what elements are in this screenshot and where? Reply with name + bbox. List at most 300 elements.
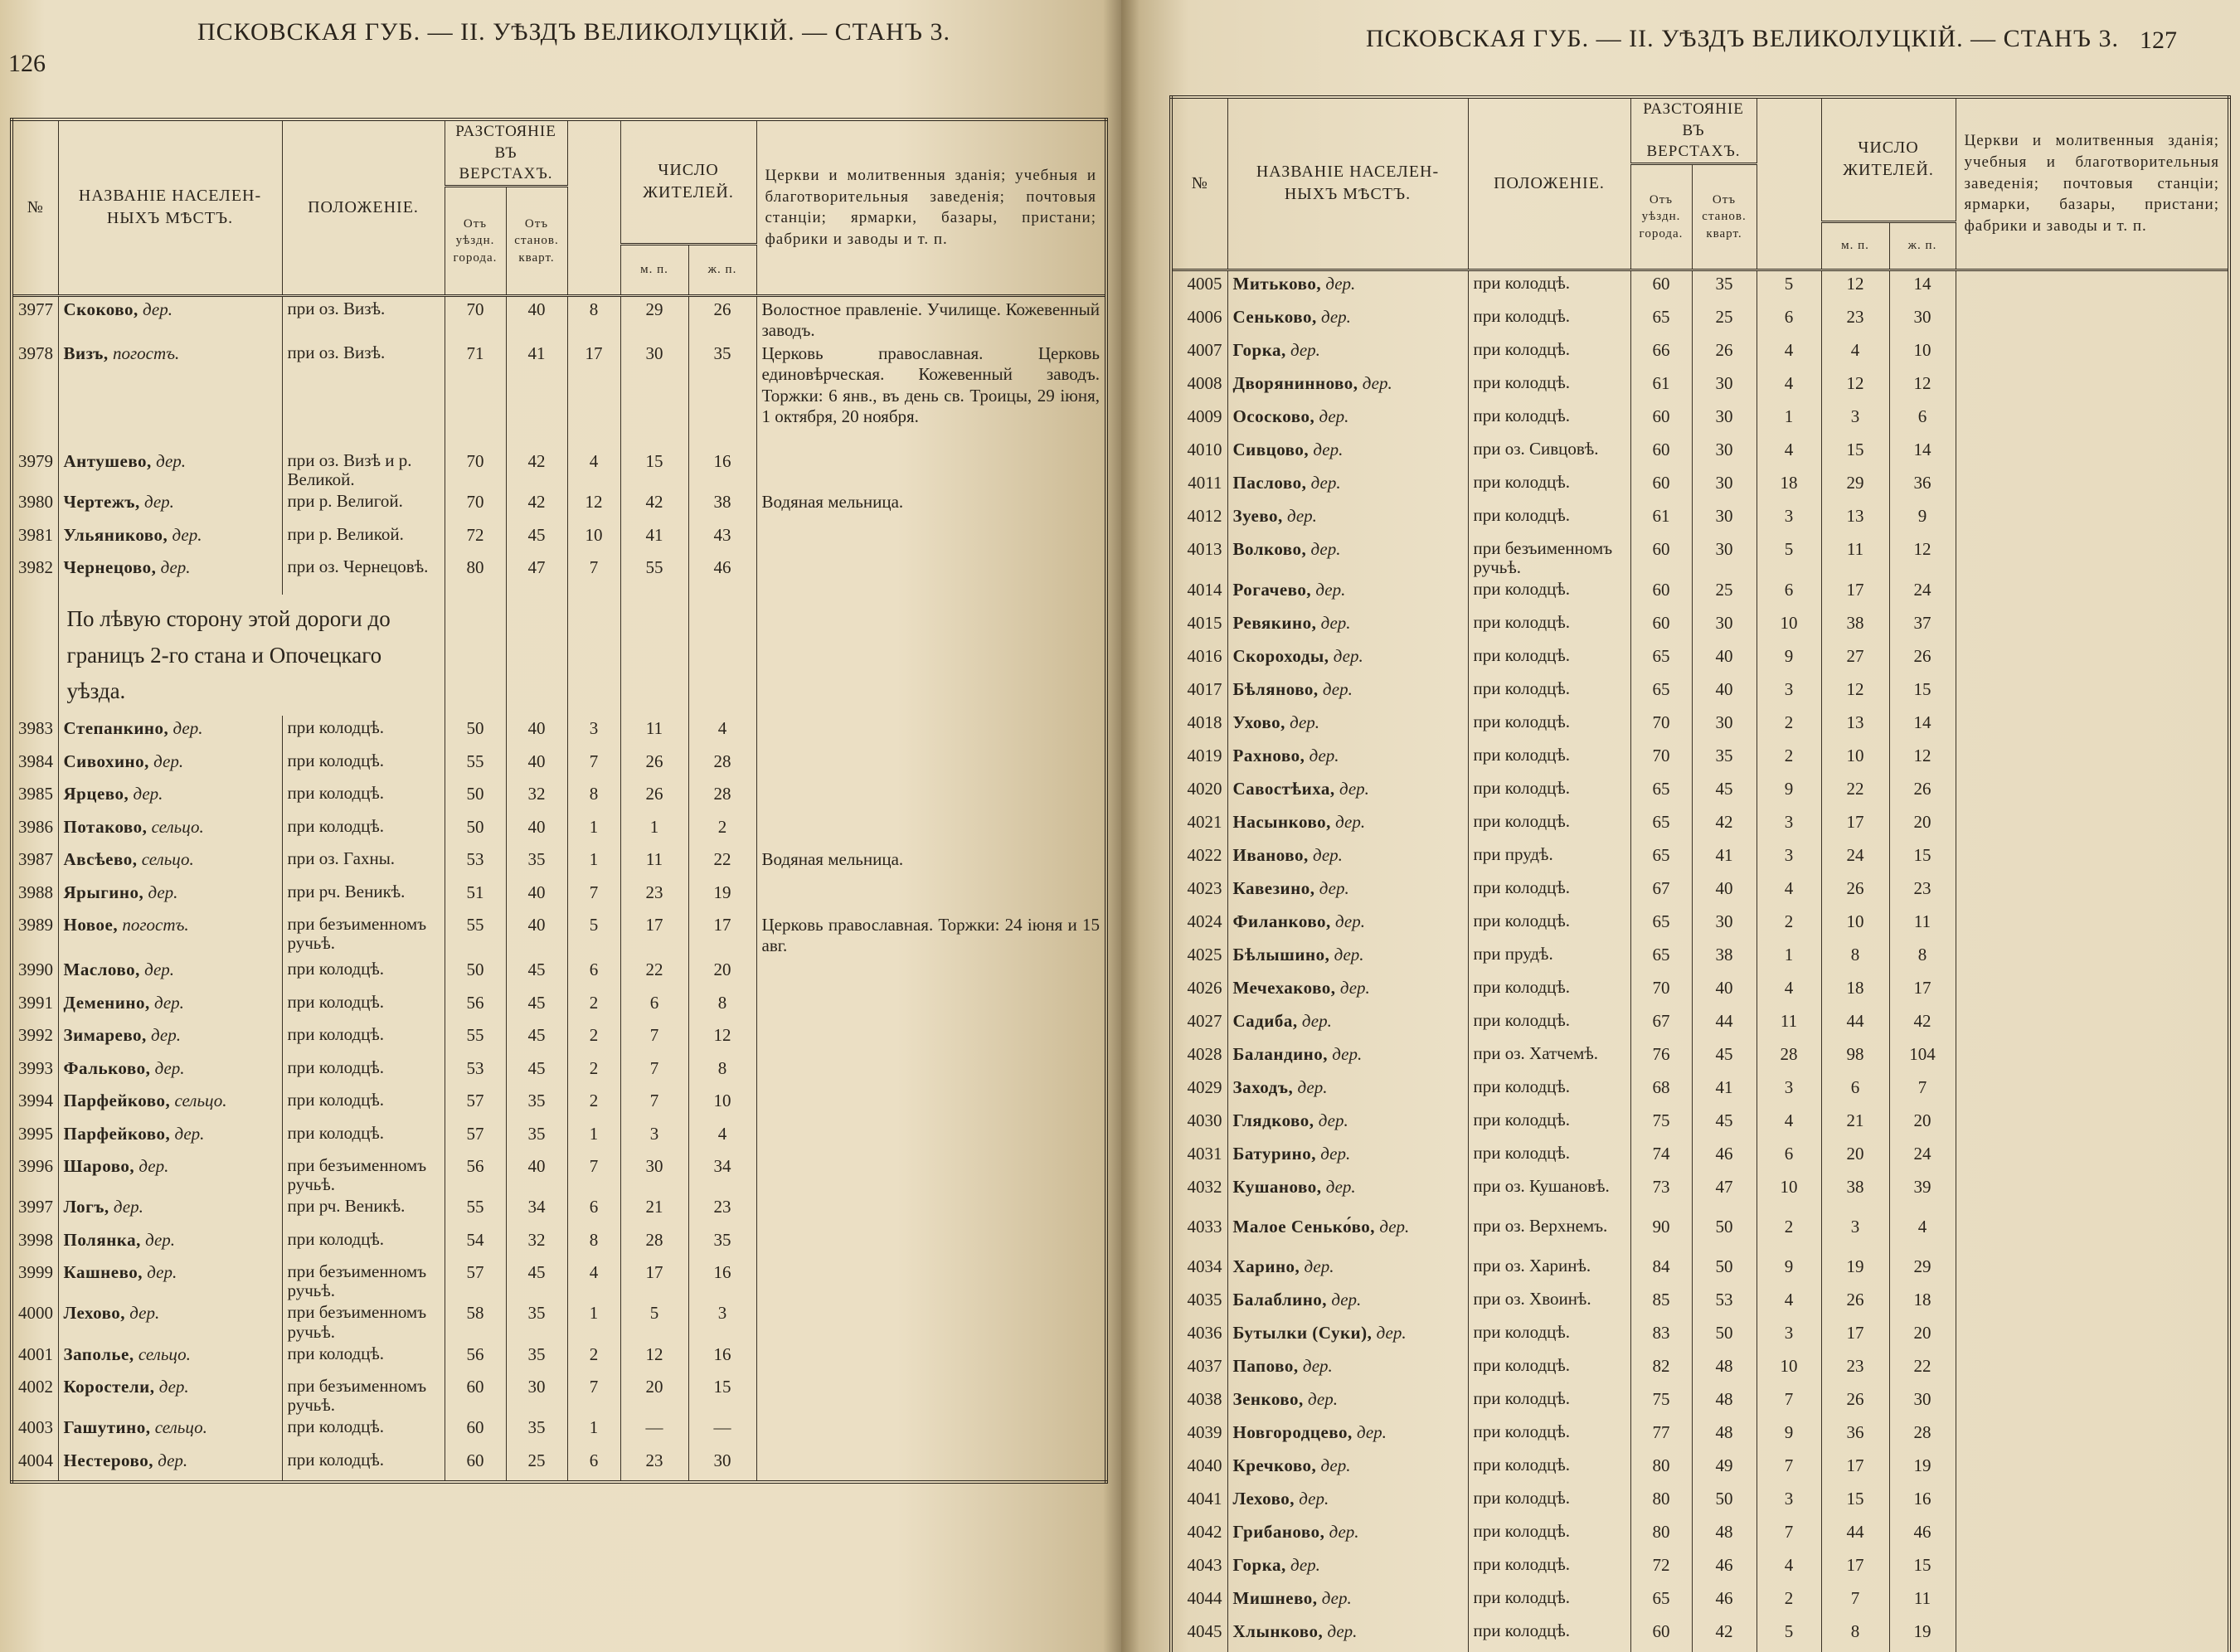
position: при колодцѣ. <box>1468 1320 1630 1353</box>
settlement-name <box>58 522 282 556</box>
distance-city: 77 <box>1630 1420 1692 1453</box>
male-count: 7 <box>1821 1586 1889 1619</box>
settlement-name <box>1227 644 1468 677</box>
female-count: 7 <box>1889 1075 1956 1108</box>
household-count: 3 <box>1757 1486 1821 1519</box>
distance-city: 56 <box>445 1342 506 1375</box>
settlement-name-text: Митьково, <box>1232 273 1322 294</box>
settlement-name-text: Новое, <box>63 915 119 935</box>
settlement-type: дер. <box>1339 779 1369 799</box>
settlement-type: дер. <box>156 451 187 472</box>
female-count: 26 <box>1889 644 1956 677</box>
female-count: 12 <box>688 1023 756 1056</box>
female-count: 15 <box>1889 1552 1956 1586</box>
settlement-name-text: Батурино, <box>1232 1144 1317 1164</box>
household-count: 3 <box>1757 1320 1821 1353</box>
col-from-city: Отъ уѣздн. города. <box>445 186 506 295</box>
settlement-type: дер. <box>143 492 174 513</box>
notes <box>1956 743 2229 776</box>
household-count: 2 <box>567 1342 620 1375</box>
distance-city: 50 <box>445 957 506 990</box>
table-row <box>1171 1141 2229 1174</box>
position: при колодцѣ. <box>1468 1108 1630 1141</box>
female-count: 12 <box>1889 371 1956 404</box>
row-number: 4024 <box>1171 909 1227 942</box>
notes <box>756 880 1106 913</box>
settlement-name <box>58 847 282 880</box>
col-male: м. п. <box>1821 221 1889 270</box>
position: при оз. Визѣ. <box>282 341 445 449</box>
distance-stan: 48 <box>1692 1420 1757 1453</box>
distance-stan: 45 <box>506 1260 567 1300</box>
settlement-type: дер. <box>1320 1455 1351 1476</box>
settlement-name-text: Заходъ, <box>1232 1077 1294 1098</box>
position: при колодцѣ. <box>1468 1486 1630 1519</box>
female-count: 28 <box>1889 1420 1956 1453</box>
female-count: 14 <box>1889 270 1956 304</box>
row-number: 3977 <box>12 295 58 341</box>
settlement-name <box>1227 577 1468 610</box>
notes <box>1956 843 2229 876</box>
position: при рч. Веникѣ. <box>282 880 445 913</box>
position: при колодцѣ. <box>282 814 445 848</box>
position: при колодцѣ. <box>1468 909 1630 942</box>
row-number: 4018 <box>1171 710 1227 743</box>
distance-stan: 25 <box>1692 577 1757 610</box>
female-count: 14 <box>1889 437 1956 470</box>
settlement-name-text: Кушаново, <box>1232 1177 1322 1198</box>
settlement-type: дер. <box>1327 1621 1358 1642</box>
position: при безъименномъ ручьѣ. <box>282 1260 445 1300</box>
row-number: 4027 <box>1171 1008 1227 1042</box>
table-row <box>1171 1214 2229 1254</box>
row-number: 4028 <box>1171 1042 1227 1075</box>
notes <box>1956 537 2229 577</box>
row-number: 4045 <box>1171 1619 1227 1652</box>
female-count: 3 <box>688 1300 756 1341</box>
distance-city: 75 <box>1630 1108 1692 1141</box>
male-count: 8 <box>1821 942 1889 975</box>
position: при колодцѣ. <box>1468 975 1630 1008</box>
col-residents: ЧИСЛО ЖИТЕЛЕЙ. <box>1821 97 1956 221</box>
distance-stan: 42 <box>1692 809 1757 843</box>
notes <box>756 1374 1106 1415</box>
household-count: 7 <box>1757 1519 1821 1552</box>
col-female: ж. п. <box>688 244 756 295</box>
notes <box>1956 610 2229 644</box>
settlement-name <box>1227 843 1468 876</box>
male-count: 28 <box>620 1227 688 1261</box>
female-count: 30 <box>688 1448 756 1483</box>
male-count: 10 <box>1821 743 1889 776</box>
distance-stan: 45 <box>1692 776 1757 809</box>
household-count: 10 <box>1757 610 1821 644</box>
col-households <box>567 119 620 295</box>
household-count: 4 <box>1757 437 1821 470</box>
notes <box>756 449 1106 489</box>
row-number: 3984 <box>12 749 58 782</box>
row-number: 3979 <box>12 449 58 489</box>
position: при оз. Чернецовѣ. <box>282 555 445 595</box>
settlement-name-text: Заполье, <box>63 1343 134 1364</box>
distance-city: 60 <box>1630 270 1692 304</box>
table-row <box>1171 537 2229 577</box>
distance-city: 70 <box>445 449 506 489</box>
settlement-type: дер. <box>1318 1110 1348 1131</box>
settlement-name <box>58 880 282 913</box>
female-count: 24 <box>1889 577 1956 610</box>
table-row <box>12 990 1106 1023</box>
distance-city: 65 <box>1630 1586 1692 1619</box>
household-count: 11 <box>1757 1008 1821 1042</box>
male-count: 41 <box>620 522 688 556</box>
distance-city: 61 <box>1630 503 1692 537</box>
settlement-name <box>1227 1042 1468 1075</box>
settlement-name <box>58 1121 282 1154</box>
row-number: 4040 <box>1171 1453 1227 1486</box>
row-number: 4005 <box>1171 270 1227 304</box>
row-number: 4003 <box>12 1415 58 1448</box>
household-count: 3 <box>1757 809 1821 843</box>
position: при колодцѣ. <box>1468 610 1630 644</box>
settlement-name-text: Мишнево, <box>1232 1588 1318 1609</box>
settlement-name <box>1227 404 1468 437</box>
female-count: 19 <box>688 880 756 913</box>
settlement-name-text: Бѣлышино, <box>1232 945 1330 965</box>
distance-stan: 35 <box>506 1342 567 1375</box>
settlement-name <box>58 1374 282 1415</box>
table-row <box>1171 1353 2229 1387</box>
notes <box>756 716 1106 749</box>
settlement-type: дер. <box>158 1377 189 1397</box>
household-count: 5 <box>1757 537 1821 577</box>
notes <box>1956 437 2229 470</box>
position: при рч. Веникѣ. <box>282 1194 445 1227</box>
col-no: № <box>1171 97 1227 270</box>
distance-stan: 47 <box>506 555 567 595</box>
table-row <box>12 1342 1106 1375</box>
row-number: 4016 <box>1171 644 1227 677</box>
settlement-type: дер. <box>172 718 203 739</box>
position: при оз. Верхнемъ. <box>1468 1214 1630 1254</box>
household-count: 3 <box>567 716 620 749</box>
notes <box>1956 942 2229 975</box>
settlement-name-text: Зуево, <box>1232 505 1283 526</box>
table-row <box>1171 876 2229 909</box>
settlement-name-text: Харино, <box>1232 1256 1300 1277</box>
male-count: 1 <box>620 814 688 848</box>
distance-stan: 48 <box>1692 1353 1757 1387</box>
household-count: 8 <box>567 1227 620 1261</box>
household-count: 2 <box>567 1056 620 1089</box>
distance-city: 65 <box>1630 677 1692 710</box>
settlement-type: дер. <box>1320 1144 1351 1164</box>
distance-stan: 50 <box>1692 1486 1757 1519</box>
notes: Церковь православная. Церковь единовѣрческая. Кожевенный заводъ. Торжки: 6 янв., въ день св. Троицы, 29 іюня, 1 октября, 20 ноября. <box>756 341 1106 449</box>
female-count: 20 <box>1889 1108 1956 1141</box>
row-number: 4022 <box>1171 843 1227 876</box>
male-count: 6 <box>620 990 688 1023</box>
distance-stan: 35 <box>506 1121 567 1154</box>
distance-stan: 50 <box>1692 1214 1757 1254</box>
row-number: 3983 <box>12 716 58 749</box>
household-count: 17 <box>567 341 620 449</box>
settlement-type: дер. <box>1299 1489 1329 1509</box>
household-count: 1 <box>567 814 620 848</box>
col-residents: ЧИСЛО ЖИТЕЛЕЙ. <box>620 119 756 244</box>
household-count: 7 <box>567 749 620 782</box>
position: при колодцѣ. <box>1468 1141 1630 1174</box>
position: при колодцѣ. <box>282 716 445 749</box>
male-count: 12 <box>1821 371 1889 404</box>
settlement-type: дер. <box>1304 1256 1334 1277</box>
notes <box>1956 677 2229 710</box>
distance-stan: 32 <box>506 1227 567 1261</box>
settlement-name-text: Новгородцево, <box>1232 1422 1353 1443</box>
settlement-name <box>1227 1287 1468 1320</box>
notes <box>756 1023 1106 1056</box>
female-count: 19 <box>1889 1453 1956 1486</box>
distance-city: 57 <box>445 1121 506 1154</box>
household-count: 6 <box>1757 304 1821 338</box>
male-count: 5 <box>620 1300 688 1341</box>
male-count: 7 <box>620 1023 688 1056</box>
female-count: 34 <box>688 1154 756 1194</box>
household-count: 2 <box>567 1088 620 1121</box>
household-count: 2 <box>1757 1586 1821 1619</box>
male-count: 11 <box>620 847 688 880</box>
male-count: 29 <box>1821 470 1889 503</box>
male-count: 17 <box>1821 809 1889 843</box>
female-count: 15 <box>1889 843 1956 876</box>
position: при колодцѣ. <box>282 1121 445 1154</box>
household-count: 9 <box>1757 644 1821 677</box>
female-count: 18 <box>1889 1287 1956 1320</box>
settlement-name <box>1227 1075 1468 1108</box>
distance-stan: 45 <box>506 1023 567 1056</box>
settlement-name-text: Сивцово, <box>1232 439 1310 459</box>
row-number: 4006 <box>1171 304 1227 338</box>
row-number: 3980 <box>12 489 58 522</box>
male-count: 23 <box>1821 1353 1889 1387</box>
distance-stan: 49 <box>1692 1453 1757 1486</box>
female-count: 15 <box>688 1374 756 1415</box>
table-row <box>12 1194 1106 1227</box>
male-count: 26 <box>620 749 688 782</box>
female-count: 15 <box>1889 677 1956 710</box>
row-number: 4037 <box>1171 1353 1227 1387</box>
settlement-name <box>1227 1174 1468 1214</box>
settlement-type: сельцо. <box>138 1343 191 1364</box>
distance-city: 60 <box>1630 610 1692 644</box>
settlement-type: дер. <box>1309 746 1339 766</box>
table-row <box>12 880 1106 913</box>
male-count: 29 <box>620 295 688 341</box>
household-count: 3 <box>1757 677 1821 710</box>
position: при оз. Сивцовѣ. <box>1468 437 1630 470</box>
notes <box>756 1260 1106 1300</box>
distance-stan: 40 <box>1692 677 1757 710</box>
notes <box>1956 909 2229 942</box>
distance-stan: 45 <box>506 1056 567 1089</box>
settlement-name-text: Насынково, <box>1232 812 1331 833</box>
notes <box>1956 1519 2229 1552</box>
position: при оз. Хвоинѣ. <box>1468 1287 1630 1320</box>
distance-stan: 30 <box>1692 404 1757 437</box>
row-number: 4033 <box>1171 1214 1227 1254</box>
position: при колодцѣ. <box>1468 1453 1630 1486</box>
notes: Водяная мельница. <box>756 847 1106 880</box>
settlement-type: дер. <box>160 557 191 578</box>
female-count: 35 <box>688 1227 756 1261</box>
position: при колодцѣ. <box>1468 644 1630 677</box>
settlement-name <box>1227 876 1468 909</box>
household-count: 1 <box>1757 942 1821 975</box>
male-count: 10 <box>1821 909 1889 942</box>
female-count: 4 <box>688 716 756 749</box>
settlement-name <box>1227 975 1468 1008</box>
row-number: 3986 <box>12 814 58 848</box>
male-count: 22 <box>620 957 688 990</box>
distance-city: 65 <box>1630 909 1692 942</box>
settlement-type: дер. <box>1310 472 1341 493</box>
settlement-table <box>10 118 1108 1484</box>
settlement-type: дер. <box>143 299 172 319</box>
settlement-type: дер. <box>1325 273 1356 294</box>
settlement-type: дер. <box>138 1156 169 1177</box>
household-count: 9 <box>1757 776 1821 809</box>
position: при колодцѣ. <box>282 1342 445 1375</box>
row-number: 4043 <box>1171 1552 1227 1586</box>
notes <box>1956 503 2229 537</box>
row-number: 4015 <box>1171 610 1227 644</box>
distance-city: 74 <box>1630 1141 1692 1174</box>
settlement-name-text: Лехово, <box>63 1303 126 1324</box>
table-row <box>1171 1586 2229 1619</box>
position: при колодцѣ. <box>1468 503 1630 537</box>
settlement-table <box>1169 95 2231 1652</box>
table-row <box>12 1227 1106 1261</box>
settlement-name-text: Малое Сенько́во, <box>1232 1217 1376 1237</box>
distance-city: 60 <box>1630 1619 1692 1652</box>
notes <box>1956 470 2229 503</box>
settlement-name <box>1227 304 1468 338</box>
female-count: 26 <box>688 295 756 341</box>
distance-city: 60 <box>445 1374 506 1415</box>
notes <box>756 1300 1106 1341</box>
distance-stan: 48 <box>1692 1519 1757 1552</box>
distance-city: 70 <box>1630 710 1692 743</box>
position: при колодцѣ. <box>1468 1586 1630 1619</box>
distance-city: 68 <box>1630 1075 1692 1108</box>
distance-stan: 40 <box>506 880 567 913</box>
table-row <box>12 1154 1106 1194</box>
settlement-name-text: Кашнево, <box>63 1262 143 1283</box>
settlement-name <box>1227 371 1468 404</box>
male-count: 23 <box>620 880 688 913</box>
distance-city: 55 <box>445 1194 506 1227</box>
distance-city: 85 <box>1630 1287 1692 1320</box>
position: при оз. Кушановѣ. <box>1468 1174 1630 1214</box>
settlement-name-text: Рогачево, <box>1232 580 1312 600</box>
male-count: 44 <box>1821 1519 1889 1552</box>
settlement-type: дер. <box>1376 1323 1407 1343</box>
settlement-name <box>58 1154 282 1194</box>
male-count: 30 <box>620 1154 688 1194</box>
table-row <box>12 1300 1106 1341</box>
male-count: 36 <box>1821 1420 1889 1453</box>
female-count: 17 <box>688 912 756 957</box>
notes <box>756 1154 1106 1194</box>
settlement-name-text: Горка, <box>1232 339 1286 360</box>
distance-stan: 32 <box>506 781 567 814</box>
household-count: 8 <box>567 781 620 814</box>
settlement-name-text: Парфейково, <box>63 1091 171 1111</box>
settlement-name-text: Бутылки (Суки), <box>1232 1323 1373 1343</box>
table-row <box>1171 437 2229 470</box>
household-count: 10 <box>1757 1174 1821 1214</box>
table-row <box>1171 1108 2229 1141</box>
distance-city: 71 <box>445 341 506 449</box>
settlement-name <box>1227 1108 1468 1141</box>
household-count: 6 <box>1757 577 1821 610</box>
male-count: 17 <box>1821 1552 1889 1586</box>
male-count: 22 <box>1821 776 1889 809</box>
female-count: 23 <box>688 1194 756 1227</box>
household-count: 2 <box>1757 710 1821 743</box>
right-page <box>1121 0 2240 1652</box>
col-households <box>1757 97 1821 270</box>
settlement-type: сельцо. <box>151 816 204 837</box>
notes <box>756 1056 1106 1089</box>
table-row <box>1171 304 2229 338</box>
notes <box>1956 1586 2229 1619</box>
distance-stan: 40 <box>506 295 567 341</box>
distance-city: 65 <box>1630 809 1692 843</box>
distance-stan: 45 <box>506 522 567 556</box>
household-count: 1 <box>567 847 620 880</box>
notes <box>1956 809 2229 843</box>
household-count: 9 <box>1757 1420 1821 1453</box>
male-count: 3 <box>1821 1214 1889 1254</box>
notes <box>1956 710 2229 743</box>
notes <box>756 957 1106 990</box>
settlement-type: дер. <box>1335 911 1365 932</box>
male-count: 3 <box>620 1121 688 1154</box>
distance-stan: 50 <box>1692 1320 1757 1353</box>
settlement-name-text: Ульяниково, <box>63 524 168 545</box>
col-position: ПОЛОЖЕНІЕ. <box>1468 97 1630 270</box>
settlement-name <box>58 489 282 522</box>
table-row <box>12 1448 1106 1483</box>
settlement-name-text: Мечехаково, <box>1232 978 1336 998</box>
male-count: 12 <box>620 1342 688 1375</box>
female-count: 22 <box>1889 1353 1956 1387</box>
female-count: 16 <box>688 449 756 489</box>
position: при колодцѣ. <box>1468 1353 1630 1387</box>
female-count: 11 <box>1889 909 1956 942</box>
distance-city: 80 <box>445 555 506 595</box>
row-number: 4011 <box>1171 470 1227 503</box>
household-count: 2 <box>567 990 620 1023</box>
settlement-name-text: Антушево, <box>63 451 152 472</box>
male-count: 15 <box>620 449 688 489</box>
settlement-type: дер. <box>1335 812 1366 833</box>
household-count: 12 <box>567 489 620 522</box>
settlement-name-text: Ярцево, <box>63 784 129 804</box>
settlement-name-text: Садиба, <box>1232 1011 1298 1032</box>
household-count: 3 <box>1757 503 1821 537</box>
